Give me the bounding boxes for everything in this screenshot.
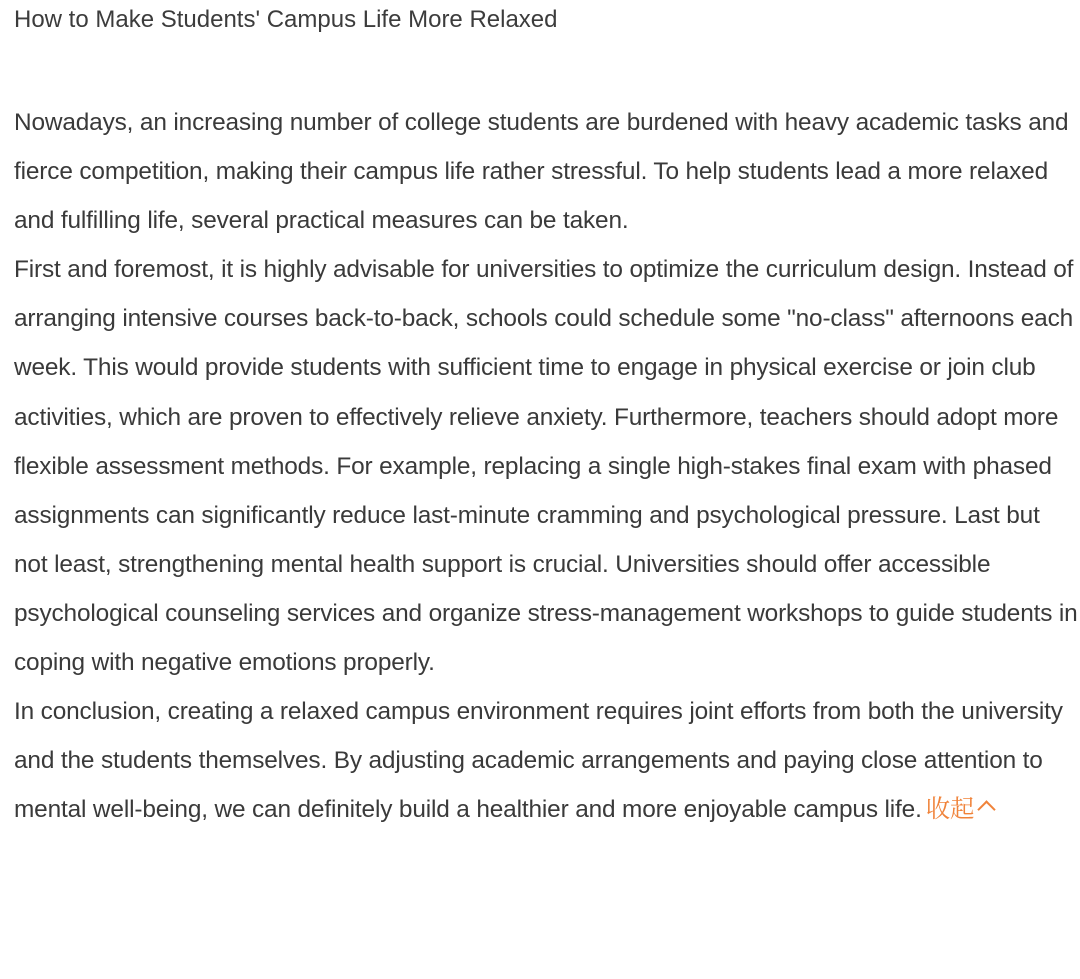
paragraph-conclusion	[14, 687, 1078, 834]
paragraph-conclusion-text: In conclusion, creating a relaxed campus environment requires joint efforts from both the university and the students themselves. By adjusting academic arrangements and paying close attention to mental well-being, we can definitely build a healthier and more enjoyable campus life.	[14, 698, 1063, 824]
collapse-label: 收起	[925, 796, 975, 824]
collapse-button[interactable]	[926, 796, 993, 823]
article-title: How to Make Students' Campus Life More Relaxed	[14, 6, 558, 33]
paragraph-intro: Nowadays, an increasing number of college students are burdened with heavy academic tasks and fierce competition, making their campus life rather stressful. To help students lead a more relaxed and fulfilling life, several practical measures can be taken.	[14, 109, 1069, 235]
paragraph-body: First and foremost, it is highly advisable for universities to optimize the curriculum design. Instead of arranging intensive courses back-to-back, schools could schedule some "no-class" afternoons each week. This would provide students with sufficient time to engage in physical exercise or join club activities, which are proven to effectively relieve anxiety. Furthermore, teachers should adopt more flexible assessment methods. For example, replacing a single high-stakes final exam with phased assignments can significantly reduce last-minute cramming and psychological pressure. Last but not least, strengthening mental health support is crucial. Universities should offer accessible psychological counseling services and organize stress-management workshops to guide students in coping with negative emotions properly.	[14, 256, 1078, 677]
article	[14, 0, 1078, 834]
chevron-up-icon	[977, 801, 995, 819]
title-spacer	[14, 40, 1078, 98]
